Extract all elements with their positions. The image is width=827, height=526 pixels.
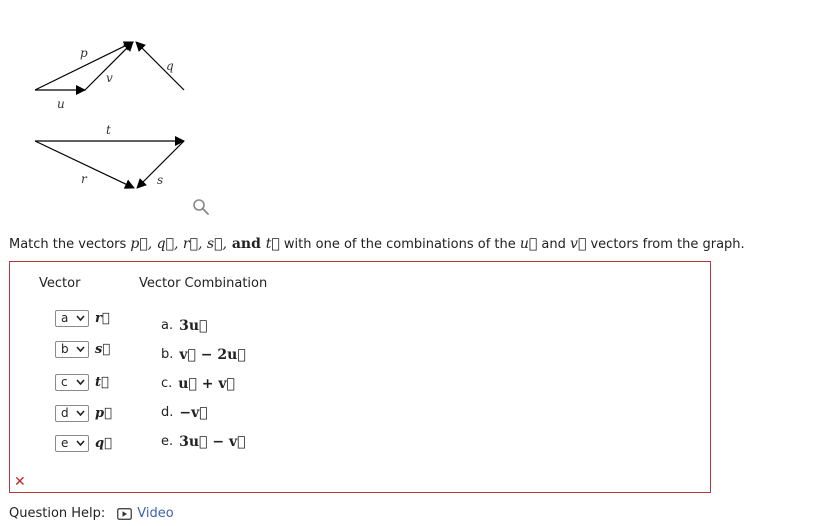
magnifier-icon[interactable] xyxy=(192,198,210,216)
prompt-u: u⃗ xyxy=(519,236,538,252)
video-link[interactable] xyxy=(117,506,173,521)
vector-q-line xyxy=(136,42,184,90)
selected-value: b xyxy=(61,342,69,356)
answer-select[interactable] xyxy=(55,435,89,452)
matching-table xyxy=(9,261,711,493)
question-prompt xyxy=(9,236,745,252)
combination-expression: u⃗ + v⃗ xyxy=(178,375,235,392)
answer-select[interactable] xyxy=(55,341,89,358)
chevron-down-icon xyxy=(76,346,85,352)
combination-expression: v⃗ − 2u⃗ xyxy=(179,346,246,363)
label-s: s xyxy=(157,173,164,187)
match-row xyxy=(55,372,109,392)
combination-letter: d. xyxy=(161,405,174,420)
prompt-last-vector: t⃗ xyxy=(265,236,280,252)
incorrect-icon: ✕ xyxy=(14,474,26,490)
answer-select[interactable] xyxy=(55,374,89,391)
combination-column-header: Vector Combination xyxy=(139,276,268,291)
combination-expression: −v⃗ xyxy=(179,404,208,421)
prompt-vectors: p⃗, q⃗, r⃗, s⃗, xyxy=(130,236,227,252)
combination-item xyxy=(161,340,246,369)
prompt-lead: Match the vectors xyxy=(9,237,131,252)
combination-letter: a. xyxy=(161,318,174,333)
row-vector: s⃗ xyxy=(95,341,111,357)
question-help-label: Question Help: xyxy=(9,506,106,521)
match-row xyxy=(55,308,110,328)
play-video-icon xyxy=(117,508,132,520)
selected-value: e xyxy=(61,436,69,450)
answer-select[interactable] xyxy=(55,405,89,422)
prompt-and: and xyxy=(226,236,266,252)
combination-item xyxy=(161,427,246,456)
chevron-down-icon xyxy=(76,379,85,385)
prompt-tail: vectors from the graph. xyxy=(586,237,745,252)
label-r: r xyxy=(81,172,87,186)
label-q: q xyxy=(166,59,174,73)
prompt-and-small: and xyxy=(537,237,571,252)
prompt-middle: with one of the combinations of the xyxy=(279,237,520,252)
vector-graph xyxy=(0,0,220,200)
chevron-down-icon xyxy=(76,410,85,416)
match-row xyxy=(55,339,110,359)
label-v: v xyxy=(106,71,113,85)
prompt-v: v⃗ xyxy=(570,236,587,252)
row-vector: q⃗ xyxy=(95,435,112,451)
question-help xyxy=(9,506,174,521)
combination-letter: c. xyxy=(161,376,173,391)
combination-item xyxy=(161,369,246,398)
chevron-down-icon xyxy=(76,440,85,446)
selected-value: a xyxy=(61,311,69,325)
label-t: t xyxy=(106,123,111,137)
vector-column-header: Vector xyxy=(39,276,81,291)
combination-item xyxy=(161,311,246,340)
selected-value: d xyxy=(61,406,69,420)
combination-item xyxy=(161,398,246,427)
label-u: u xyxy=(57,97,65,111)
chevron-down-icon xyxy=(76,315,85,321)
combination-expression: 3u⃗ xyxy=(179,317,208,334)
row-vector: t⃗ xyxy=(95,374,109,390)
match-row xyxy=(55,403,112,423)
answer-select[interactable] xyxy=(55,310,89,327)
combination-list xyxy=(161,311,246,456)
combination-letter: e. xyxy=(161,434,174,449)
row-vector: r⃗ xyxy=(95,310,110,326)
row-vector: p⃗ xyxy=(95,405,112,421)
combination-letter: b. xyxy=(161,347,174,362)
video-link-label: Video xyxy=(137,506,174,521)
combination-expression: 3u⃗ − v⃗ xyxy=(179,433,246,450)
match-row xyxy=(55,433,112,453)
label-p: p xyxy=(80,46,88,60)
selected-value: c xyxy=(61,375,68,389)
